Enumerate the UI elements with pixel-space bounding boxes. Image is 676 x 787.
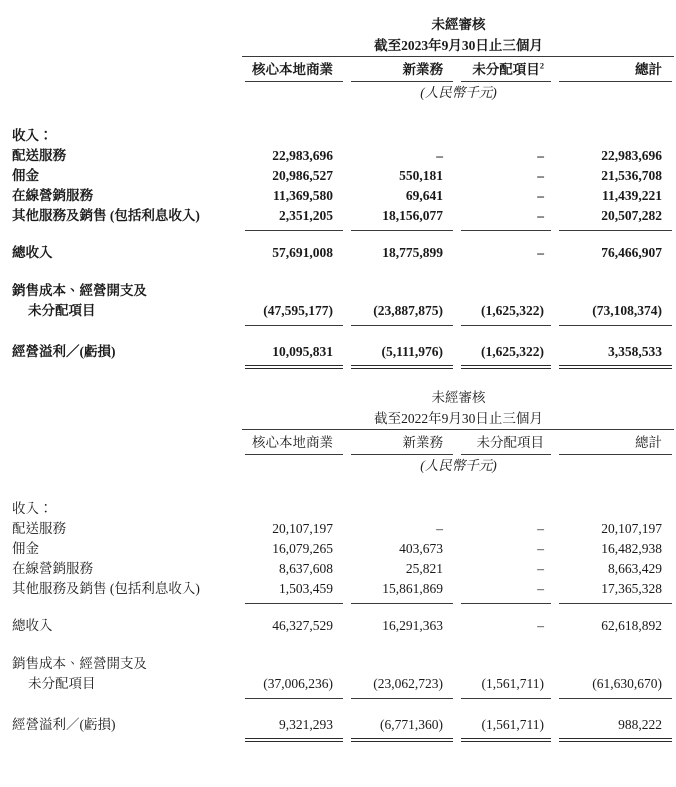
row-label-operating-profit: 經營溢利／(虧損) <box>12 344 116 359</box>
cell-value: (1,625,322) <box>481 344 544 359</box>
cell-value: 57,691,008 <box>272 245 333 260</box>
cell-value: 2,351,205 <box>279 208 333 223</box>
row-label: 佣金 <box>12 168 39 183</box>
cell-value: (37,006,236) <box>263 676 333 691</box>
period-label: 截至2022年9月30日止三個月 <box>374 411 543 426</box>
audit-status-row <box>0 387 676 408</box>
column-header-unallocated <box>457 432 555 454</box>
top-spacer <box>0 0 676 14</box>
row-label: 配送服務 <box>12 148 66 163</box>
row-label: 在線營銷服務 <box>12 561 93 576</box>
costs-label-line1-row <box>0 654 676 674</box>
cell-value: 76,466,907 <box>601 245 662 260</box>
cell-value: 20,507,282 <box>601 208 662 223</box>
cell-value: 988,222 <box>618 717 662 732</box>
cell-value: (1,625,322) <box>481 303 544 318</box>
column-header-text: 未分配項目 <box>472 62 540 77</box>
cell-value: (47,595,177) <box>263 303 333 318</box>
column-header-core-local-commerce <box>241 432 347 454</box>
double-rule-4 <box>555 365 676 369</box>
cell-value: 20,107,197 <box>272 521 333 536</box>
cell-value: 18,775,899 <box>382 245 443 260</box>
currency-note-row <box>0 455 676 477</box>
row-label: 其他服務及銷售 (包括利息收入) <box>12 208 200 223</box>
cell-value: 18,156,077 <box>382 208 443 223</box>
cell-value: – <box>537 245 544 260</box>
operating-profit-row <box>0 342 676 362</box>
cell-value: 22,983,696 <box>272 148 333 163</box>
revenue-heading-row <box>0 126 676 146</box>
column-header-unallocated <box>457 59 555 81</box>
cell-value: 62,618,892 <box>601 618 662 633</box>
column-header-text: 總計 <box>635 62 662 77</box>
column-header-core-local-commerce <box>241 59 347 81</box>
double-rule-4 <box>555 738 676 742</box>
cell-value: 1,503,459 <box>279 581 333 596</box>
cell-value: 550,181 <box>399 168 443 183</box>
operating-profit-double-rule-row <box>0 365 676 369</box>
cell-value: 9,321,293 <box>279 717 333 732</box>
row-label: 其他服務及銷售 (包括利息收入) <box>12 581 200 596</box>
double-rule-2 <box>347 738 457 742</box>
row-label-costs-line1: 銷售成本、經營開支及 <box>12 283 147 298</box>
cell-value: (1,561,711) <box>481 717 544 732</box>
cell-value: (61,630,670) <box>592 676 662 691</box>
audit-status-label: 未經審核 <box>431 390 486 405</box>
cell-value: 11,369,580 <box>272 188 333 203</box>
cell-value: 17,365,328 <box>601 581 662 596</box>
total-revenue-row <box>0 243 676 263</box>
cell-value: – <box>537 521 544 536</box>
audit-status-label: 未經審核 <box>431 17 486 32</box>
column-header-text: 新業務 <box>402 62 443 77</box>
row-label: 在線營銷服務 <box>12 188 93 203</box>
currency-note-row <box>0 82 676 104</box>
row-label: 佣金 <box>12 541 39 556</box>
costs-row <box>0 301 676 321</box>
column-header-text: 核心本地商業 <box>252 435 333 450</box>
table-row <box>0 579 676 599</box>
cell-value: (6,771,360) <box>380 717 443 732</box>
row-label: 配送服務 <box>12 521 66 536</box>
column-header-text: 核心本地商業 <box>252 62 333 77</box>
cell-value: – <box>537 148 544 163</box>
cell-value: 46,327,529 <box>272 618 333 633</box>
cell-value: – <box>537 168 544 183</box>
cell-value: – <box>537 188 544 203</box>
cell-value: – <box>537 561 544 576</box>
column-header-total <box>555 59 676 81</box>
table-row <box>0 146 676 166</box>
column-header-row <box>0 59 676 81</box>
cell-value: – <box>537 541 544 556</box>
costs-row <box>0 674 676 694</box>
column-header-total <box>555 432 676 454</box>
revenue-heading: 收入： <box>12 501 53 516</box>
period-row <box>0 408 676 429</box>
footnote-marker: 2 <box>539 61 544 71</box>
cell-value: 16,291,363 <box>382 618 443 633</box>
cell-value: 10,095,831 <box>272 344 333 359</box>
cell-value: 8,663,429 <box>608 561 662 576</box>
cell-value: (23,887,875) <box>373 303 443 318</box>
double-rule-3 <box>457 738 555 742</box>
total-revenue-row <box>0 616 676 636</box>
row-label-operating-profit: 經營溢利／(虧損) <box>12 717 116 732</box>
cell-value: 69,641 <box>405 188 443 203</box>
cell-value: 22,983,696 <box>601 148 662 163</box>
cell-value: 403,673 <box>399 541 443 556</box>
operating-profit-row <box>0 715 676 735</box>
cell-value: – <box>436 148 443 163</box>
column-header-row <box>0 432 676 454</box>
cell-value: 20,107,197 <box>601 521 662 536</box>
cell-value: – <box>436 521 443 536</box>
cell-value: 8,637,608 <box>279 561 333 576</box>
segment-table-q3-2023 <box>0 0 676 369</box>
revenue-heading: 收入： <box>12 128 53 143</box>
cell-value: – <box>537 208 544 223</box>
column-header-text: 總計 <box>635 435 662 450</box>
cell-value: 25,821 <box>405 561 443 576</box>
cell-value: 11,439,221 <box>601 188 662 203</box>
period-label: 截至2023年9月30日止三個月 <box>374 38 543 53</box>
cell-value: (5,111,976) <box>381 344 443 359</box>
row-label-costs-line2: 未分配項目 <box>28 676 96 691</box>
column-header-new-initiatives <box>347 59 457 81</box>
cell-value: (23,062,723) <box>373 676 443 691</box>
spacer-cell <box>0 35 241 56</box>
column-header-text: 未分配項目 <box>476 435 544 450</box>
double-rule-3 <box>457 365 555 369</box>
column-header-text: 新業務 <box>402 435 443 450</box>
cell-value: 15,861,869 <box>382 581 443 596</box>
cell-value: – <box>537 618 544 633</box>
row-label-costs-line1: 銷售成本、經營開支及 <box>12 656 147 671</box>
operating-profit-double-rule-row <box>0 738 676 742</box>
double-rule-1 <box>241 738 347 742</box>
table-row <box>0 539 676 559</box>
segment-table-q3-2022 <box>0 387 676 742</box>
double-rule-2 <box>347 365 457 369</box>
cell-value: (73,108,374) <box>592 303 662 318</box>
cell-value: (1,561,711) <box>481 676 544 691</box>
cell-value: 16,482,938 <box>601 541 662 556</box>
table-row <box>0 559 676 579</box>
costs-label-line1-row <box>0 281 676 301</box>
currency-note: (人民幣千元) <box>420 85 497 100</box>
row-label-total-revenue: 總收入 <box>12 245 53 260</box>
table-row <box>0 166 676 186</box>
spacer-cell <box>0 14 241 35</box>
period-row <box>0 35 676 56</box>
currency-note: (人民幣千元) <box>420 458 497 473</box>
cell-value: 16,079,265 <box>272 541 333 556</box>
double-rule-1 <box>241 365 347 369</box>
cell-value: 3,358,533 <box>608 344 662 359</box>
cell-value: 21,536,708 <box>601 168 662 183</box>
column-header-new-initiatives <box>347 432 457 454</box>
cell-value: 20,986,527 <box>272 168 333 183</box>
table-row <box>0 519 676 539</box>
row-label-total-revenue: 總收入 <box>12 618 53 633</box>
audit-status-row <box>0 14 676 35</box>
cell-value: – <box>537 581 544 596</box>
revenue-heading-row <box>0 499 676 519</box>
table-row <box>0 186 676 206</box>
row-label-costs-line2: 未分配項目 <box>28 303 96 318</box>
table-row <box>0 206 676 226</box>
